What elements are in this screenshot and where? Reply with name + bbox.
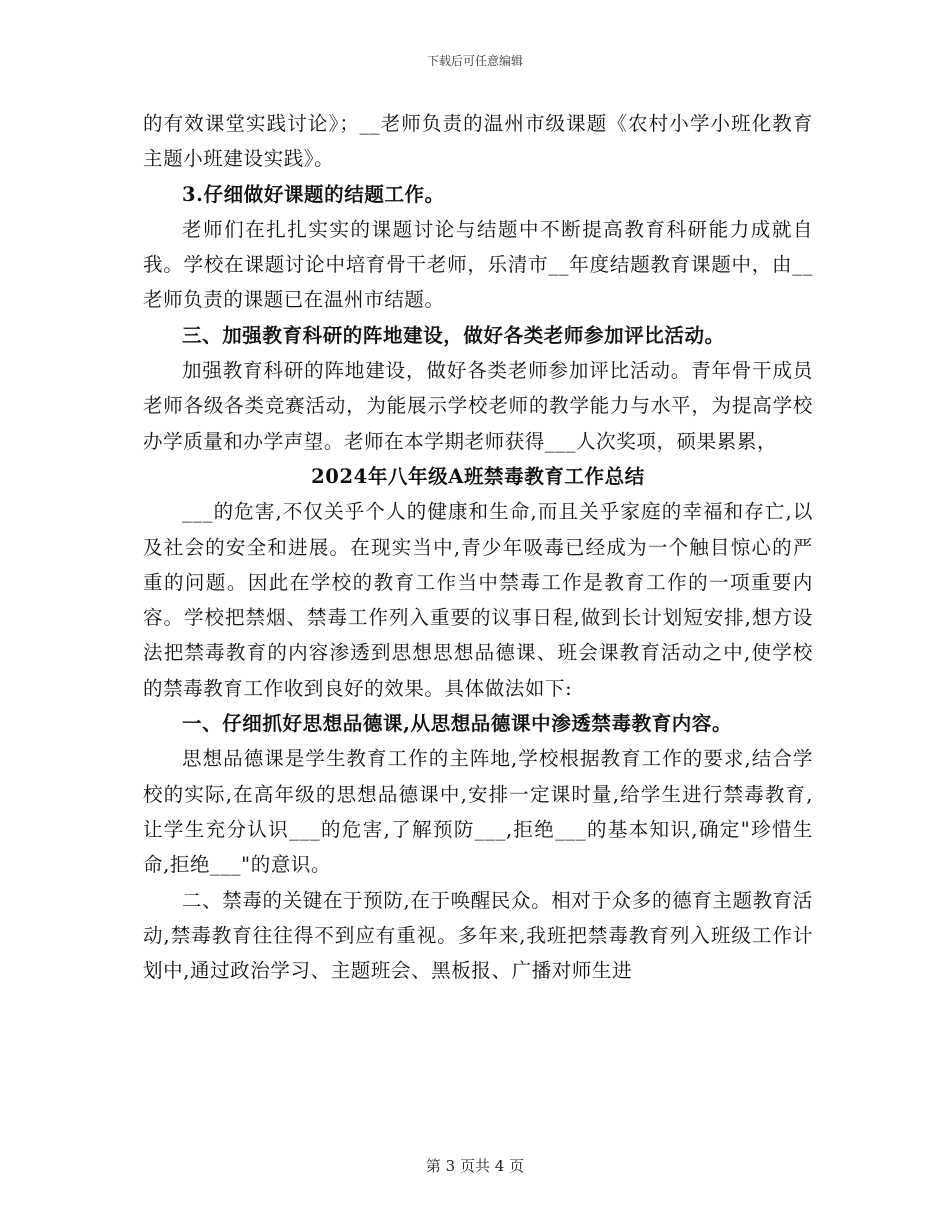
section-heading-three: 三、加强教育科研的阵地建设，做好各类老师参加评比活动。 xyxy=(182,323,725,347)
document-title: 2024年八年级A班禁毒教育工作总结 xyxy=(311,464,645,488)
paragraph-teacher-competitions: 加强教育科研的阵地建设，做好各类老师参加评比活动。青年骨干成员老师各级各类竞赛活动，为能展示学校老师的教学能力与水平，为提高学校办学质量和办学声望。老师在本学期老师获得___人次奖项，硕果累累， xyxy=(143,359,813,453)
paragraph-drug-harm-intro: ___的危害,不仅关乎个人的健康和生命,而且关乎家庭的幸福和存亡,以及社会的安全和进展。在现实当中,青少年吸毒已经成为一个触目惊心的严重的问题。因此在学校的教育工作当中禁毒工作是教育工作的一项重要内容。学校把禁烟、禁毒工作列入重要的议事日程,做到长计划短安排,想方设法把禁毒教育的内容渗透到思想思想品德课、班会课教育活动之中,使学校的禁毒教育工作收到良好的效果。具体做法如下: xyxy=(143,500,813,700)
paragraph-moral-class: 思想品德课是学生教育工作的主阵地,学校根据教育工作的要求,结合学校的实际,在高年级的思想品德课中,安排一定课时量,给学生进行禁毒教育,让学生充分认识___的危害,了解预防___,拒绝___的基本知识,确定"珍惜生命,拒绝___"的意识。 xyxy=(143,747,813,877)
page-footer: 第 3 页共 4 页 xyxy=(425,1157,525,1175)
paragraph-research-ability: 老师们在扎扎实实的课题讨论与结题中不断提高教育科研能力成就自我。学校在课题讨论中培育骨干老师，乐清市__年度结题教育课题中，由__老师负责的课题已在温州市结题。 xyxy=(143,217,813,312)
page-header: 下载后可任意编辑 xyxy=(426,54,523,68)
paragraph-prevention: 二、禁毒的关键在于预防,在于唤醒民众。相对于众多的德育主题教育活动,禁毒教育往往得不到应有重视。多年来,我班把禁毒教育列入班级工作计划中,通过政治学习、主题班会、黑板报、广播对师生进 xyxy=(143,888,813,983)
paragraph-continuation: 的有效课堂实践讨论》；__老师负责的温州市级课题《农村小学小班化教育主题小班建设实践》。 xyxy=(143,112,813,171)
document-body xyxy=(143,106,813,988)
section-heading-one: 一、仔细抓好思想品德课,从思想品德课中渗透禁毒教育内容。 xyxy=(182,712,733,736)
subheading-conclusion-work: 3.仔细做好课题的结题工作。 xyxy=(182,182,445,206)
